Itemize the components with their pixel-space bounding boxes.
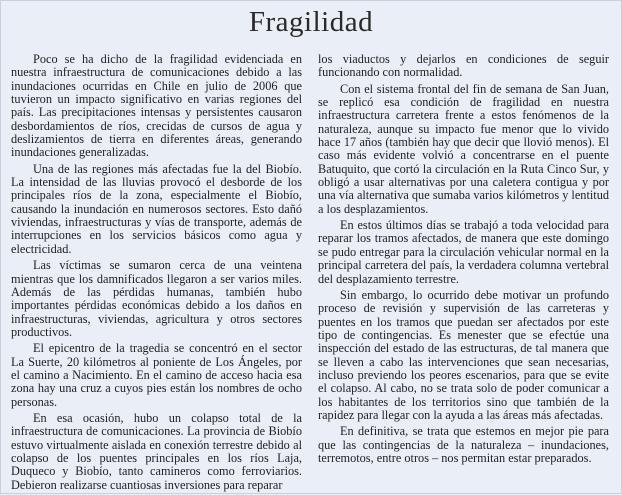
paragraph: Las víctimas se sumaron cerca de una veintena mientras que los damnificados llegaron a ser varios miles. Además de las pérdidas humanas, también hubo importantes pérdidas económicas debido a los daños en infraestructuras, viviendas, agricultura y otros sectores productivos.	[11, 258, 302, 339]
paragraph: Poco se ha dicho de la fragilidad evidenciada en nuestra infraestructura de comunicaciones debido a las inundaciones ocurridas en Chile en julio de 2006 que tuvieron un impacto significativo en varias regiones del país. Las precipitaciones intensas y persistentes causaron desbordamientos de ríos, crecidas de cursos de agua y deslizamientos de tierra en diferentes áreas, generando inundaciones generalizadas.	[11, 52, 302, 160]
paragraph: En estos últimos días se trabajó a toda velocidad para reparar los tramos afectados, de manera que este domingo se pudo entregar para la circulación vehicular normal en la principal carretera del país, la verdadera columna vertebral del desplazamiento terrestre.	[318, 218, 609, 286]
paragraph: Una de las regiones más afectadas fue la del Biobío. La intensidad de las lluvias provocó el desborde de los principales ríos de la zona, especialmente el Biobío, causando la inundación en numerosos sectores. Esto dañó viviendas, infraestructuras y vías de transporte, además de interrupciones en los servicios básicos como agua y electricidad.	[11, 161, 302, 256]
paragraph: En definitiva, se trata que estemos en mejor pie para que las contingencias de la naturaleza – inundaciones, terremotos, entre otros – nos permitan estar preparados.	[318, 424, 609, 465]
right-column	[318, 53, 609, 468]
paragraph: Sin embargo, lo ocurrido debe motivar un profundo proceso de revisión y supervisión de las carreteras y puentes en los tramos que puedan ser afectados por este tipo de contingencias. Es menester que se efectúe una inspección del estado de las estructuras, de tal manera que se lleven a cabo las intervenciones que sean necesarias, incluso previendo los peores escenarios, para que se evite el colapso. Al cabo, no se trata solo de poder comunicar a los habitantes de los territorios sino que también de la rapidez para llegar con la ayuda a las áreas más afectadas.	[318, 287, 609, 422]
paragraph: En esa ocasión, hubo un colapso total de la infraestructura de comunicaciones. La provincia de Biobío estuvo virtualmente aislada en conexión terrestre debido al colapso de los puentes principales en los ríos Laja, Duqueco y Biobío, tanto camineros como ferroviarios. Debieron realizarse cuantiosas inversiones para reparar	[11, 410, 302, 492]
left-column	[11, 53, 302, 495]
paragraph: Con el sistema frontal del fin de semana de San Juan, se replicó esa condición de fragilidad en nuestra infraestructura carretera frente a estos fenómenos de la naturaleza, aunque su impacto fue menor que lo vivido hace 17 años (también hay que decir que llovió menos). El caso más evidente volvió a concentrarse en el puente Batuquito, que cortó la circulación en la Ruta Cinco Sur, y obligó a usar alternativas por una caletera contigua y por una vía alternativa que sumaba varios kilómetros y lentitud a los desplazamientos.	[318, 81, 609, 216]
paragraph: El epicentro de la tragedia se concentró en el sector La Suerte, 20 kilómetros al poniente de Los Ángeles, por el camino a Nacimiento. En el camino de acceso hacia esa zona hay una cruz a cuyos pies están los nombres de ocho personas.	[11, 341, 302, 409]
paragraph-continuation: los viaductos y dejarlos en condiciones de seguir funcionando con normalidad.	[318, 52, 609, 80]
article-title: Fragilidad	[248, 6, 374, 38]
